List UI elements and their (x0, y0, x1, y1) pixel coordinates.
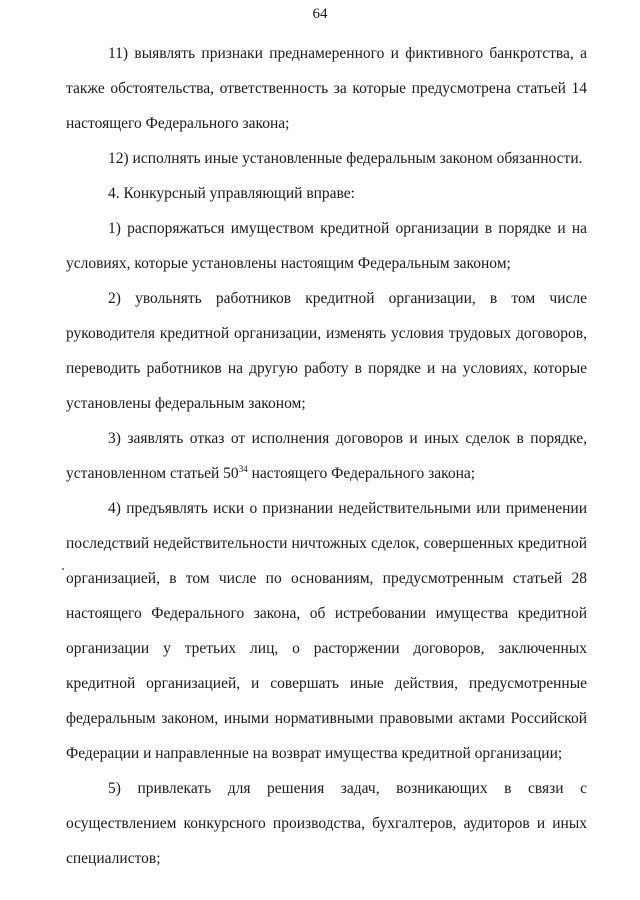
paragraph-right-2: 2) увольнять работников кредитной организации, в том числе руководителя кредитной организации, изменять условия трудовых договоров, переводить работников на другую работу в порядке и на условиях, которые установлены федеральным законом; (66, 290, 587, 412)
paragraph-item-11: 11) выявлять признаки преднамеренного и фиктивного банкротства, а также обстоятельства, ответственность за которые предусмотрена статьей 14 настоящего Федерального закона; (66, 45, 587, 132)
paragraph-right-5: 5) привлекать для решения задач, возникающих в связи с осуществлением конкурсного производства, бухгалтеров, аудиторов и иных специалистов; (66, 780, 587, 867)
paragraph-right-1: 1) распоряжаться имуществом кредитной организации в порядке и на условиях, которые установлены настоящим Федеральным законом; (66, 220, 587, 272)
page-number: 64 (312, 6, 328, 22)
article-superscript: 34 (238, 464, 248, 474)
paragraph-right-3-text-end: настоящего Федерального закона; (247, 465, 476, 482)
paragraph-item-12: 12) исполнять иные установленные федеральным законом обязанности. (108, 150, 583, 167)
paragraph-right-3 (66, 421, 587, 491)
paragraph-right-4: 4) предъявлять иски о признании недействительными или применении последствий недействительности ничтожных сделок, совершенных кредитной организацией, в том числе по основаниям, предусмотренным статьей 28 настоящего Федерального закона, об истребовании имущества кредитной организации у третьих лиц, о расторжении договоров, заключенных кредитной организацией, и совершать иные действия, предусмотренные федеральным законом, иными нормативными правовыми актами Российской Федерации и направленные на возврат имущества кредитной организации; (66, 500, 587, 762)
paragraph-section-4-heading: 4. Конкурсный управляющий вправе: (108, 185, 355, 202)
document-body (66, 36, 587, 876)
margin-mark (62, 568, 64, 570)
paragraph-right-3-text-start: 3) заявлять отказ от исполнения договоров и иных сделок в порядке, установленном статьей 50 (66, 430, 587, 482)
